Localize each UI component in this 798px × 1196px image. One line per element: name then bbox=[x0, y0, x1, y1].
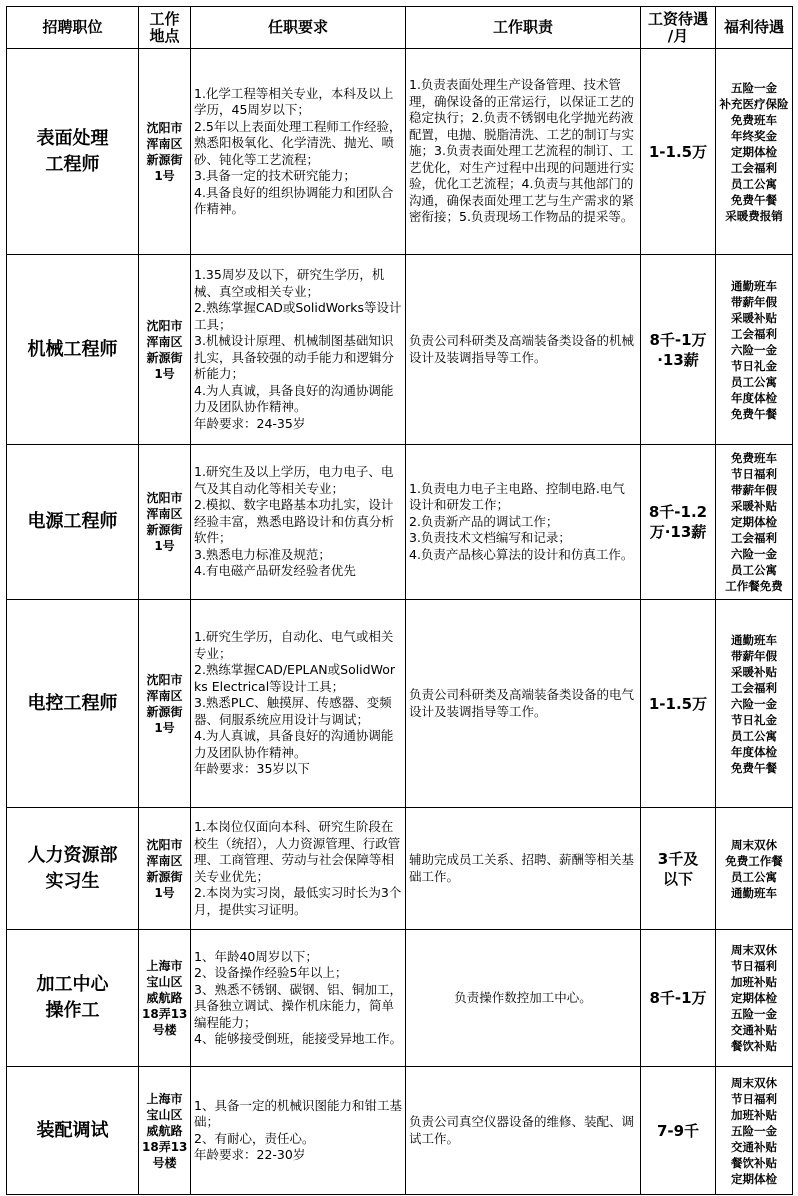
job-duties bbox=[406, 1067, 641, 1195]
text-line: 2.本岗为实习岗，最低实习时长为3个月，提供实习证明。 bbox=[194, 885, 402, 917]
benefit-item: 通勤班车 bbox=[731, 278, 777, 293]
job-location bbox=[139, 445, 191, 600]
job-benefits bbox=[716, 49, 793, 255]
benefit-item: 定期体检 bbox=[731, 991, 777, 1005]
text-line: 表面处理 bbox=[36, 127, 109, 149]
benefit-item: 节日福利 bbox=[731, 959, 777, 973]
text-line: 加工中心 bbox=[36, 974, 109, 995]
text-line: 4.负责产品核心算法的设计和仿真工作。 bbox=[409, 546, 634, 562]
header-duties-label bbox=[409, 19, 637, 36]
benefit-item: 工会福利 bbox=[731, 160, 777, 175]
benefit-item: 定期体检 bbox=[731, 1171, 777, 1186]
benefit-item: 餐饮补贴 bbox=[731, 1039, 777, 1053]
job-requirements bbox=[191, 930, 406, 1067]
header-position-label bbox=[10, 19, 135, 36]
text-line: 负责操作数控加工中心。 bbox=[454, 989, 592, 1005]
text-line: 工作职责 bbox=[492, 18, 553, 36]
job-row bbox=[7, 808, 793, 930]
job-location bbox=[139, 600, 191, 808]
benefit-item: 采暖补贴 bbox=[731, 499, 777, 513]
job-duties bbox=[406, 930, 641, 1067]
benefit-item: 免费班车 bbox=[731, 112, 777, 127]
text-line: 浑南区 bbox=[146, 853, 183, 868]
header-benefits-label bbox=[719, 19, 789, 36]
text-line: 8千-1万 bbox=[649, 330, 707, 349]
job-requirements bbox=[191, 49, 406, 255]
text-line: 负责公司真空仪器设备的维修、装配、调试工作。 bbox=[409, 1114, 635, 1146]
text-line: 操作工 bbox=[45, 1000, 100, 1021]
benefit-item: 免费午餐 bbox=[731, 760, 777, 775]
job-duties bbox=[406, 600, 641, 808]
text-line: 招聘职位 bbox=[42, 18, 103, 36]
text-line: 2、设备操作经验5年以上； bbox=[194, 965, 348, 980]
text-line: 沈阳市 bbox=[146, 672, 183, 687]
text-line: 沈阳市 bbox=[146, 837, 183, 852]
text-line: 4.为人真诚，具备良好的沟通协调能力及团队协作精神。 bbox=[194, 382, 394, 414]
text-line: 8千-1.2 bbox=[648, 503, 708, 521]
job-salary bbox=[641, 930, 716, 1067]
text-line: 2.负责新产品的调试工作； bbox=[409, 513, 559, 529]
benefit-item: 六险一金 bbox=[731, 342, 777, 357]
job-location bbox=[139, 808, 191, 930]
benefit-item: 交通补贴 bbox=[731, 1023, 777, 1037]
text-line: 新源街 bbox=[146, 704, 183, 719]
text-line: 4.有电磁产品研发经验者优先 bbox=[194, 563, 356, 579]
text-line: 1.本岗位仅面向本科、研究生阶段在校生（统招），人力资源管理、行政管理、工商管理、劳动与社会保障等相关专业优先； bbox=[194, 819, 401, 884]
text-line: 1-1.5万 bbox=[648, 694, 708, 713]
text-line: 3.熟悉PLC、触摸屏、传感器、变频器、伺服系统应用设计与调试； bbox=[194, 695, 392, 727]
benefit-item: 周末双休 bbox=[731, 1075, 777, 1090]
text-line: 3千及 bbox=[657, 849, 699, 868]
benefit-item: 员工公寓 bbox=[731, 176, 777, 191]
text-line: 号楼 bbox=[152, 1155, 177, 1170]
text-line: 1.化学工程等相关专业，本科及以上学历，45周岁以下； bbox=[194, 85, 394, 117]
benefit-item: 带薪年假 bbox=[731, 648, 777, 663]
text-line: 实习生 bbox=[45, 870, 100, 892]
text-line: 1号 bbox=[154, 539, 175, 553]
header-duties bbox=[406, 7, 641, 49]
job-position bbox=[7, 600, 139, 808]
text-line: 上海市 bbox=[146, 1091, 183, 1106]
text-line: 沈阳市 bbox=[146, 491, 183, 505]
text-line: 浑南区 bbox=[146, 507, 183, 521]
job-salary bbox=[641, 600, 716, 808]
benefit-item: 员工公寓 bbox=[731, 374, 777, 389]
text-line: 威航路 bbox=[146, 1123, 183, 1138]
benefit-item: 年度体检 bbox=[731, 744, 777, 759]
text-line: 3、熟悉不锈钢、碳钢、铝、铜加工，具备独立调试、操作机床能力，简单编程能力； bbox=[194, 981, 402, 1030]
benefit-item: 工作餐免费 bbox=[725, 579, 783, 593]
benefit-item: 采暖费报销 bbox=[725, 208, 783, 223]
job-position bbox=[7, 1067, 139, 1195]
text-line: /月 bbox=[667, 26, 689, 45]
text-line: 2.熟练掌握CAD或SolidWorks等设计工具； bbox=[194, 300, 402, 332]
text-line: 威航路 bbox=[146, 991, 183, 1005]
text-line: 人力资源部 bbox=[27, 844, 118, 866]
text-line: 以下 bbox=[662, 869, 693, 888]
job-location bbox=[139, 255, 191, 445]
job-requirements bbox=[191, 445, 406, 600]
job-salary bbox=[641, 49, 716, 255]
text-line: 1.研究生学历，自动化、电气或相关专业； bbox=[194, 629, 394, 661]
text-line: ·13薪 bbox=[657, 350, 699, 369]
recruitment-table bbox=[6, 6, 793, 1195]
text-line: 号楼 bbox=[152, 1023, 177, 1037]
text-line: 4、能够接受倒班，能接受异地工作。 bbox=[194, 1031, 402, 1046]
job-position bbox=[7, 930, 139, 1067]
job-duties bbox=[406, 255, 641, 445]
benefit-item: 加班补贴 bbox=[731, 1107, 777, 1122]
benefit-item: 免费午餐 bbox=[731, 192, 777, 207]
job-position bbox=[7, 808, 139, 930]
header-position bbox=[7, 7, 139, 49]
text-line: 地点 bbox=[149, 26, 180, 45]
text-line: 负责公司科研类及高端装备类设备的电气设计及装调指导等工作。 bbox=[409, 687, 635, 719]
text-line: 1号 bbox=[154, 168, 175, 183]
benefit-item: 工会福利 bbox=[731, 680, 777, 695]
job-duties bbox=[406, 808, 641, 930]
text-line: 1.研究生及以上学历，电力电子、电气及其自动化等相关专业； bbox=[194, 464, 394, 496]
text-line: 3.熟悉电力标准及规范； bbox=[194, 546, 331, 562]
text-line: 工资待遇 bbox=[647, 9, 708, 28]
benefit-item: 节日礼金 bbox=[731, 358, 777, 373]
header-row bbox=[7, 7, 793, 49]
benefit-item: 六险一金 bbox=[731, 547, 777, 561]
benefit-item: 通勤班车 bbox=[731, 632, 777, 647]
text-line: 辅助完成员工关系、招聘、薪酬等相关基础工作。 bbox=[409, 852, 635, 884]
job-benefits bbox=[716, 445, 793, 600]
benefit-item: 带薪年假 bbox=[731, 483, 777, 497]
text-line: 1-1.5万 bbox=[648, 142, 708, 161]
text-line: 新源街 bbox=[146, 350, 183, 365]
text-line: 任职要求 bbox=[267, 18, 328, 36]
text-line: 浑南区 bbox=[146, 688, 183, 703]
job-requirements bbox=[191, 600, 406, 808]
job-salary bbox=[641, 1067, 716, 1195]
text-line: 年龄要求：35岁以下 bbox=[194, 761, 310, 777]
text-line: 1、年龄40周岁以下； bbox=[194, 948, 318, 964]
header-salary-label bbox=[644, 11, 712, 45]
job-row bbox=[7, 255, 793, 445]
job-row bbox=[7, 1067, 793, 1195]
text-line: 沈阳市 bbox=[146, 120, 183, 135]
text-line: 3.机械设计原理、机械制图基础知识扎实，具备较强的动手能力和逻辑分析能力； bbox=[194, 333, 395, 381]
text-line: 1、具备一定的机械识图能力和钳工基础； bbox=[194, 1097, 402, 1129]
text-line: 4.具备良好的组织协调能力和团队合作精神。 bbox=[194, 184, 394, 216]
text-line: 8千-1万 bbox=[649, 989, 707, 1007]
job-location bbox=[139, 930, 191, 1067]
text-line: 18弄13 bbox=[142, 1139, 188, 1154]
text-line: 1号 bbox=[154, 885, 175, 900]
benefit-item: 五险一金 bbox=[731, 1123, 777, 1138]
benefit-item: 节日福利 bbox=[731, 467, 777, 481]
benefit-item: 周末双休 bbox=[731, 837, 777, 852]
benefit-item: 五险一金 bbox=[731, 1007, 777, 1021]
job-position bbox=[7, 49, 139, 255]
benefit-item: 节日礼金 bbox=[731, 712, 777, 727]
job-benefits bbox=[716, 930, 793, 1067]
benefit-item: 免费班车 bbox=[731, 451, 777, 465]
text-line: 4.为人真诚，具备良好的沟通协调能力及团队协作精神。 bbox=[194, 728, 394, 760]
text-line: 宝山区 bbox=[146, 1107, 183, 1122]
job-salary bbox=[641, 255, 716, 445]
job-requirements bbox=[191, 255, 406, 445]
job-salary bbox=[641, 445, 716, 600]
benefit-item: 节日福利 bbox=[731, 1091, 777, 1106]
job-position bbox=[7, 255, 139, 445]
job-benefits bbox=[716, 808, 793, 930]
text-line: 1.35周岁及以下，研究生学历，机械、真空或相关专业； bbox=[194, 267, 385, 299]
text-line: 浑南区 bbox=[146, 334, 183, 349]
benefit-item: 五险一金 bbox=[731, 80, 777, 95]
job-row bbox=[7, 445, 793, 600]
text-line: 电控工程师 bbox=[27, 692, 118, 714]
text-line: 负责公司科研类及高端装备类设备的机械设计及装调指导等工作。 bbox=[409, 333, 635, 365]
benefit-item: 交通补贴 bbox=[731, 1139, 777, 1154]
text-line: 2、有耐心，责任心。 bbox=[194, 1130, 315, 1146]
job-salary bbox=[641, 808, 716, 930]
text-line: 2.5年以上表面处理工程师工作经验，熟悉阳极氧化、化学清洗、抛光、喷砂、钝化等工艺流程； bbox=[194, 118, 402, 167]
text-line: 3.具备一定的技术研究能力； bbox=[194, 168, 356, 183]
text-line: 宝山区 bbox=[146, 975, 183, 989]
job-rows bbox=[7, 49, 793, 1195]
job-position bbox=[7, 445, 139, 600]
job-duties bbox=[406, 445, 641, 600]
header-requirements bbox=[191, 7, 406, 49]
benefit-item: 六险一金 bbox=[731, 696, 777, 711]
job-duties bbox=[406, 49, 641, 255]
benefit-item: 补充医疗保险 bbox=[719, 96, 789, 111]
text-line: 3.负责技术文档编写和记录； bbox=[409, 530, 571, 546]
text-line: 福利待遇 bbox=[723, 18, 784, 36]
text-line: 2.熟练掌握CAD/EPLAN或SolidWorks Electrical等设计工具； bbox=[194, 662, 396, 694]
benefit-item: 餐饮补贴 bbox=[731, 1155, 777, 1170]
job-row bbox=[7, 930, 793, 1067]
job-location bbox=[139, 49, 191, 255]
benefit-item: 免费午餐 bbox=[731, 406, 777, 421]
text-line: 年龄要求：22-30岁 bbox=[194, 1147, 306, 1162]
text-line: 1.负责表面处理生产设备管理、技术管理，确保设备的正常运行，以保证工艺的稳定执行；2.负责不锈钢电化学抛光药液配置，电抛、脱脂清洗、工艺的制订与实施；3.负责表面处理工艺流程的制订、工艺优化，对生产过程中出现的问题进行实验，优化工艺流程；4.负责与其他部门的沟通，确保表面处理工艺与生产需求的紧密衔接；5.负责现场工作物品的提采等。 bbox=[409, 77, 635, 225]
job-requirements bbox=[191, 1067, 406, 1195]
job-row bbox=[7, 49, 793, 255]
job-row bbox=[7, 600, 793, 808]
text-line: 18弄13 bbox=[142, 1007, 188, 1021]
text-line: 新源街 bbox=[146, 523, 183, 537]
text-line: 浑南区 bbox=[146, 136, 183, 151]
benefit-item: 工会福利 bbox=[731, 326, 777, 341]
benefit-item: 采暖补贴 bbox=[731, 664, 777, 679]
text-line: 工程师 bbox=[45, 153, 100, 175]
header-location bbox=[139, 7, 191, 49]
job-location bbox=[139, 1067, 191, 1195]
job-benefits bbox=[716, 255, 793, 445]
benefit-item: 定期体检 bbox=[731, 515, 777, 529]
text-line: 装配调试 bbox=[36, 1119, 109, 1141]
benefit-item: 年度体检 bbox=[731, 390, 777, 405]
benefit-item: 定期体检 bbox=[731, 144, 777, 159]
benefit-item: 员工公寓 bbox=[731, 869, 777, 884]
benefit-item: 采暖补贴 bbox=[731, 310, 777, 325]
job-benefits bbox=[716, 1067, 793, 1195]
benefit-item: 通勤班车 bbox=[731, 885, 777, 900]
benefit-item: 免费工作餐 bbox=[725, 853, 783, 868]
text-line: 新源街 bbox=[146, 152, 183, 167]
header-salary bbox=[641, 7, 716, 49]
benefit-item: 周末双休 bbox=[731, 943, 777, 957]
text-line: 1.负责电力电子主电路、控制电路.电气设计和研发工作； bbox=[409, 480, 625, 513]
text-line: 2.模拟、数字电路基本功扎实，设计经验丰富，熟悉电路设计和仿真分析软件； bbox=[194, 497, 395, 546]
text-line: 年龄要求：24-35岁 bbox=[194, 415, 306, 431]
header-benefits bbox=[716, 7, 793, 49]
text-line: 机械工程师 bbox=[27, 338, 118, 360]
benefit-item: 工会福利 bbox=[731, 531, 777, 545]
header-location-label bbox=[142, 11, 187, 45]
text-line: 新源街 bbox=[146, 869, 183, 884]
text-line: 万·13薪 bbox=[649, 523, 707, 541]
text-line: 7-9千 bbox=[656, 1121, 700, 1140]
benefit-item: 员工公寓 bbox=[731, 563, 777, 577]
benefit-item: 年终奖金 bbox=[731, 128, 777, 143]
benefit-item: 加班补贴 bbox=[731, 975, 777, 989]
benefit-item: 带薪年假 bbox=[731, 294, 777, 309]
text-line: 1号 bbox=[154, 366, 175, 381]
text-line: 电源工程师 bbox=[27, 511, 118, 532]
benefit-item: 员工公寓 bbox=[731, 728, 777, 743]
header-requirements-label bbox=[194, 19, 402, 36]
text-line: 沈阳市 bbox=[146, 318, 183, 333]
text-line: 1号 bbox=[154, 720, 175, 735]
text-line: 上海市 bbox=[146, 959, 183, 973]
job-requirements bbox=[191, 808, 406, 930]
text-line: 工作 bbox=[149, 9, 180, 28]
job-benefits bbox=[716, 600, 793, 808]
